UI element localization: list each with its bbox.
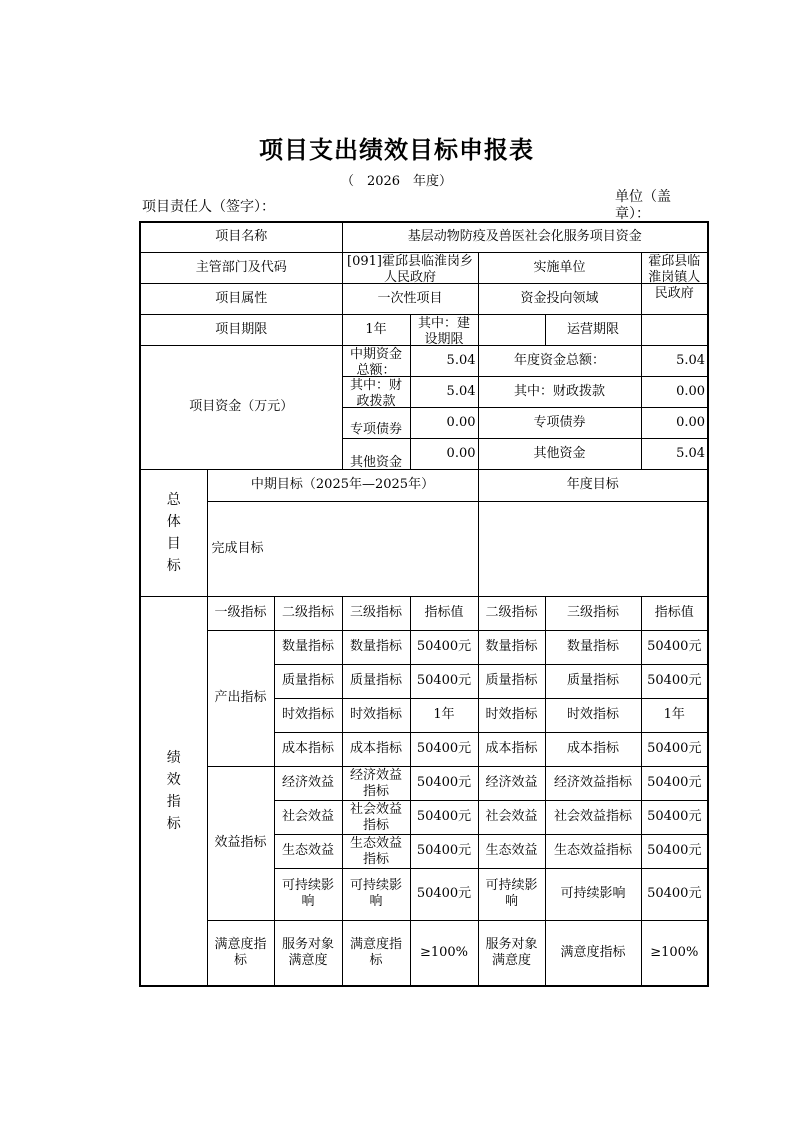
table-cell: 数量指标 (478, 630, 545, 664)
impl-value: 霍邱县临淮岗镇人民政府 (648, 253, 701, 301)
year-total-label: 年度资金总额： (478, 345, 641, 376)
page-title: 项目支出绩效目标申报表 (259, 135, 534, 164)
mid-bond-label: 专项债券 (349, 421, 402, 437)
header-year-level2: 二级指标 (478, 596, 545, 630)
op-label: 运营期限 (545, 314, 641, 345)
year-goal-header: 年度目标 (478, 469, 708, 501)
table-cell: 数量指标 (545, 630, 641, 664)
table-cell: 时效指标 (274, 698, 342, 732)
year-other-value: 5.04 (641, 438, 708, 469)
performance-form (139, 221, 709, 987)
table-cell: 社会效益 (274, 800, 342, 834)
table-cell: 经济效益 (274, 766, 342, 800)
year-other-label: 其他资金 (478, 438, 641, 469)
table-cell: 可持续影响 (545, 868, 641, 920)
table-cell: 服务对象满意度 (478, 920, 545, 986)
table-cell: 时效指标 (545, 698, 641, 732)
table-cell: 质量指标 (274, 664, 342, 698)
table-cell: 可持续影响 (274, 868, 342, 920)
year-fiscal-value: 0.00 (641, 376, 708, 407)
table-cell: 数量指标 (342, 630, 410, 664)
table-cell: 时效指标 (478, 698, 545, 732)
year-bond-label: 专项债券 (478, 407, 641, 438)
header-level2: 二级指标 (274, 596, 342, 630)
project-name-value: 基层动物防疫及兽医社会化服务项目资金 (342, 222, 708, 252)
mid-bond-value: 0.00 (410, 407, 478, 438)
table-cell: 1年 (641, 698, 708, 732)
table-cell: 50400元 (641, 630, 708, 664)
mid-total-label: 中期资金总额： (349, 346, 402, 378)
table-cell: 质量指标 (342, 664, 410, 698)
table-cell: 经济效益 (478, 766, 545, 800)
responsible-label: 项目责任人（签字）： (142, 199, 275, 215)
table-row (140, 630, 708, 664)
table-cell: 成本指标 (342, 732, 410, 766)
header-level1: 一级指标 (207, 596, 274, 630)
table-cell: ≥100% (641, 920, 708, 986)
header-level3: 三级指标 (342, 596, 410, 630)
table-cell: 成本指标 (478, 732, 545, 766)
table-row (140, 920, 708, 986)
table-cell: 时效指标 (342, 698, 410, 732)
table-cell: 生态效益指标 (545, 834, 641, 868)
table-cell: 生态效益 (274, 834, 342, 868)
output-label: 产出指标 (207, 630, 274, 766)
dept-value: [091]霍邱县临淮岗乡人民政府 (347, 253, 473, 285)
year-total-value: 5.04 (641, 345, 708, 376)
mid-goal-header: 中期目标（2025年—2025年） (207, 469, 478, 501)
impl-label: 实施单位 (478, 252, 641, 283)
table-cell: 质量指标 (478, 664, 545, 698)
build-value (478, 314, 545, 345)
header-year-value: 指标值 (641, 596, 708, 630)
table-cell: 成本指标 (545, 732, 641, 766)
year-line: （ 2026 年度） (340, 174, 453, 189)
table-cell: 50400元 (410, 732, 478, 766)
year-goal-text (478, 501, 708, 596)
table-cell: 服务对象满意度 (274, 920, 342, 986)
benefit-label: 效益指标 (207, 766, 274, 920)
table-cell: 经济效益指标 (349, 767, 402, 799)
table-cell: 50400元 (410, 800, 478, 834)
goals-label: 总体目标 (166, 491, 181, 574)
table-cell: 50400元 (410, 664, 478, 698)
table-cell: 50400元 (641, 868, 708, 920)
table-cell: 50400元 (410, 766, 478, 800)
table-cell: 50400元 (410, 834, 478, 868)
mid-goal-text: 完成目标 (207, 501, 478, 596)
period-value: 1年 (342, 314, 410, 345)
table-cell: 50400元 (641, 732, 708, 766)
dept-label: 主管部门及代码 (140, 252, 342, 283)
unit-label: 单位（盖章）： (615, 189, 671, 222)
year-fiscal-label: 其中：财政拨款 (478, 376, 641, 407)
table-cell: 50400元 (410, 630, 478, 664)
attr-label: 项目属性 (140, 283, 342, 314)
table-cell: 生态效益 (478, 834, 545, 868)
table-cell: 50400元 (641, 664, 708, 698)
table-cell: 社会效益 (478, 800, 545, 834)
period-label: 项目期限 (140, 314, 342, 345)
table-cell: 可持续影响 (478, 868, 545, 920)
table-cell: 满意度指标 (545, 920, 641, 986)
funds-label: 项目资金（万元） (140, 345, 342, 469)
table-cell: 满意度指标 (342, 920, 410, 986)
op-value (641, 314, 708, 345)
table-cell: 数量指标 (274, 630, 342, 664)
project-name-label: 项目名称 (140, 222, 342, 252)
invest-label: 资金投向领域 (478, 283, 641, 314)
mid-total-value: 5.04 (410, 345, 478, 376)
build-label: 其中：建设期限 (417, 315, 470, 347)
table-cell: 50400元 (641, 766, 708, 800)
satisfaction-label: 满意度指标 (207, 920, 274, 986)
table-cell: 50400元 (641, 800, 708, 834)
table-cell: 可持续影响 (342, 868, 410, 920)
attr-value: 一次性项目 (342, 283, 478, 314)
year-bond-value: 0.00 (641, 407, 708, 438)
table-cell: 社会效益指标 (349, 801, 402, 833)
table-cell: 社会效益指标 (545, 800, 641, 834)
table-cell: ≥100% (410, 920, 478, 986)
header-year-level3: 三级指标 (545, 596, 641, 630)
table-cell: 经济效益指标 (545, 766, 641, 800)
header-value: 指标值 (410, 596, 478, 630)
mid-other-value: 0.00 (410, 438, 478, 469)
mid-fiscal-label: 其中：财政拨款 (349, 377, 402, 409)
table-cell: 质量指标 (545, 664, 641, 698)
table-cell: 1年 (410, 698, 478, 732)
mid-other-label: 其他资金 (349, 454, 402, 470)
indicators-label: 绩效指标 (166, 749, 181, 832)
table-cell: 成本指标 (274, 732, 342, 766)
mid-fiscal-value: 5.04 (410, 376, 478, 407)
table-cell: 生态效益指标 (349, 835, 402, 867)
table-row (140, 766, 708, 800)
table-cell: 50400元 (641, 834, 708, 868)
table-cell: 50400元 (410, 868, 478, 920)
